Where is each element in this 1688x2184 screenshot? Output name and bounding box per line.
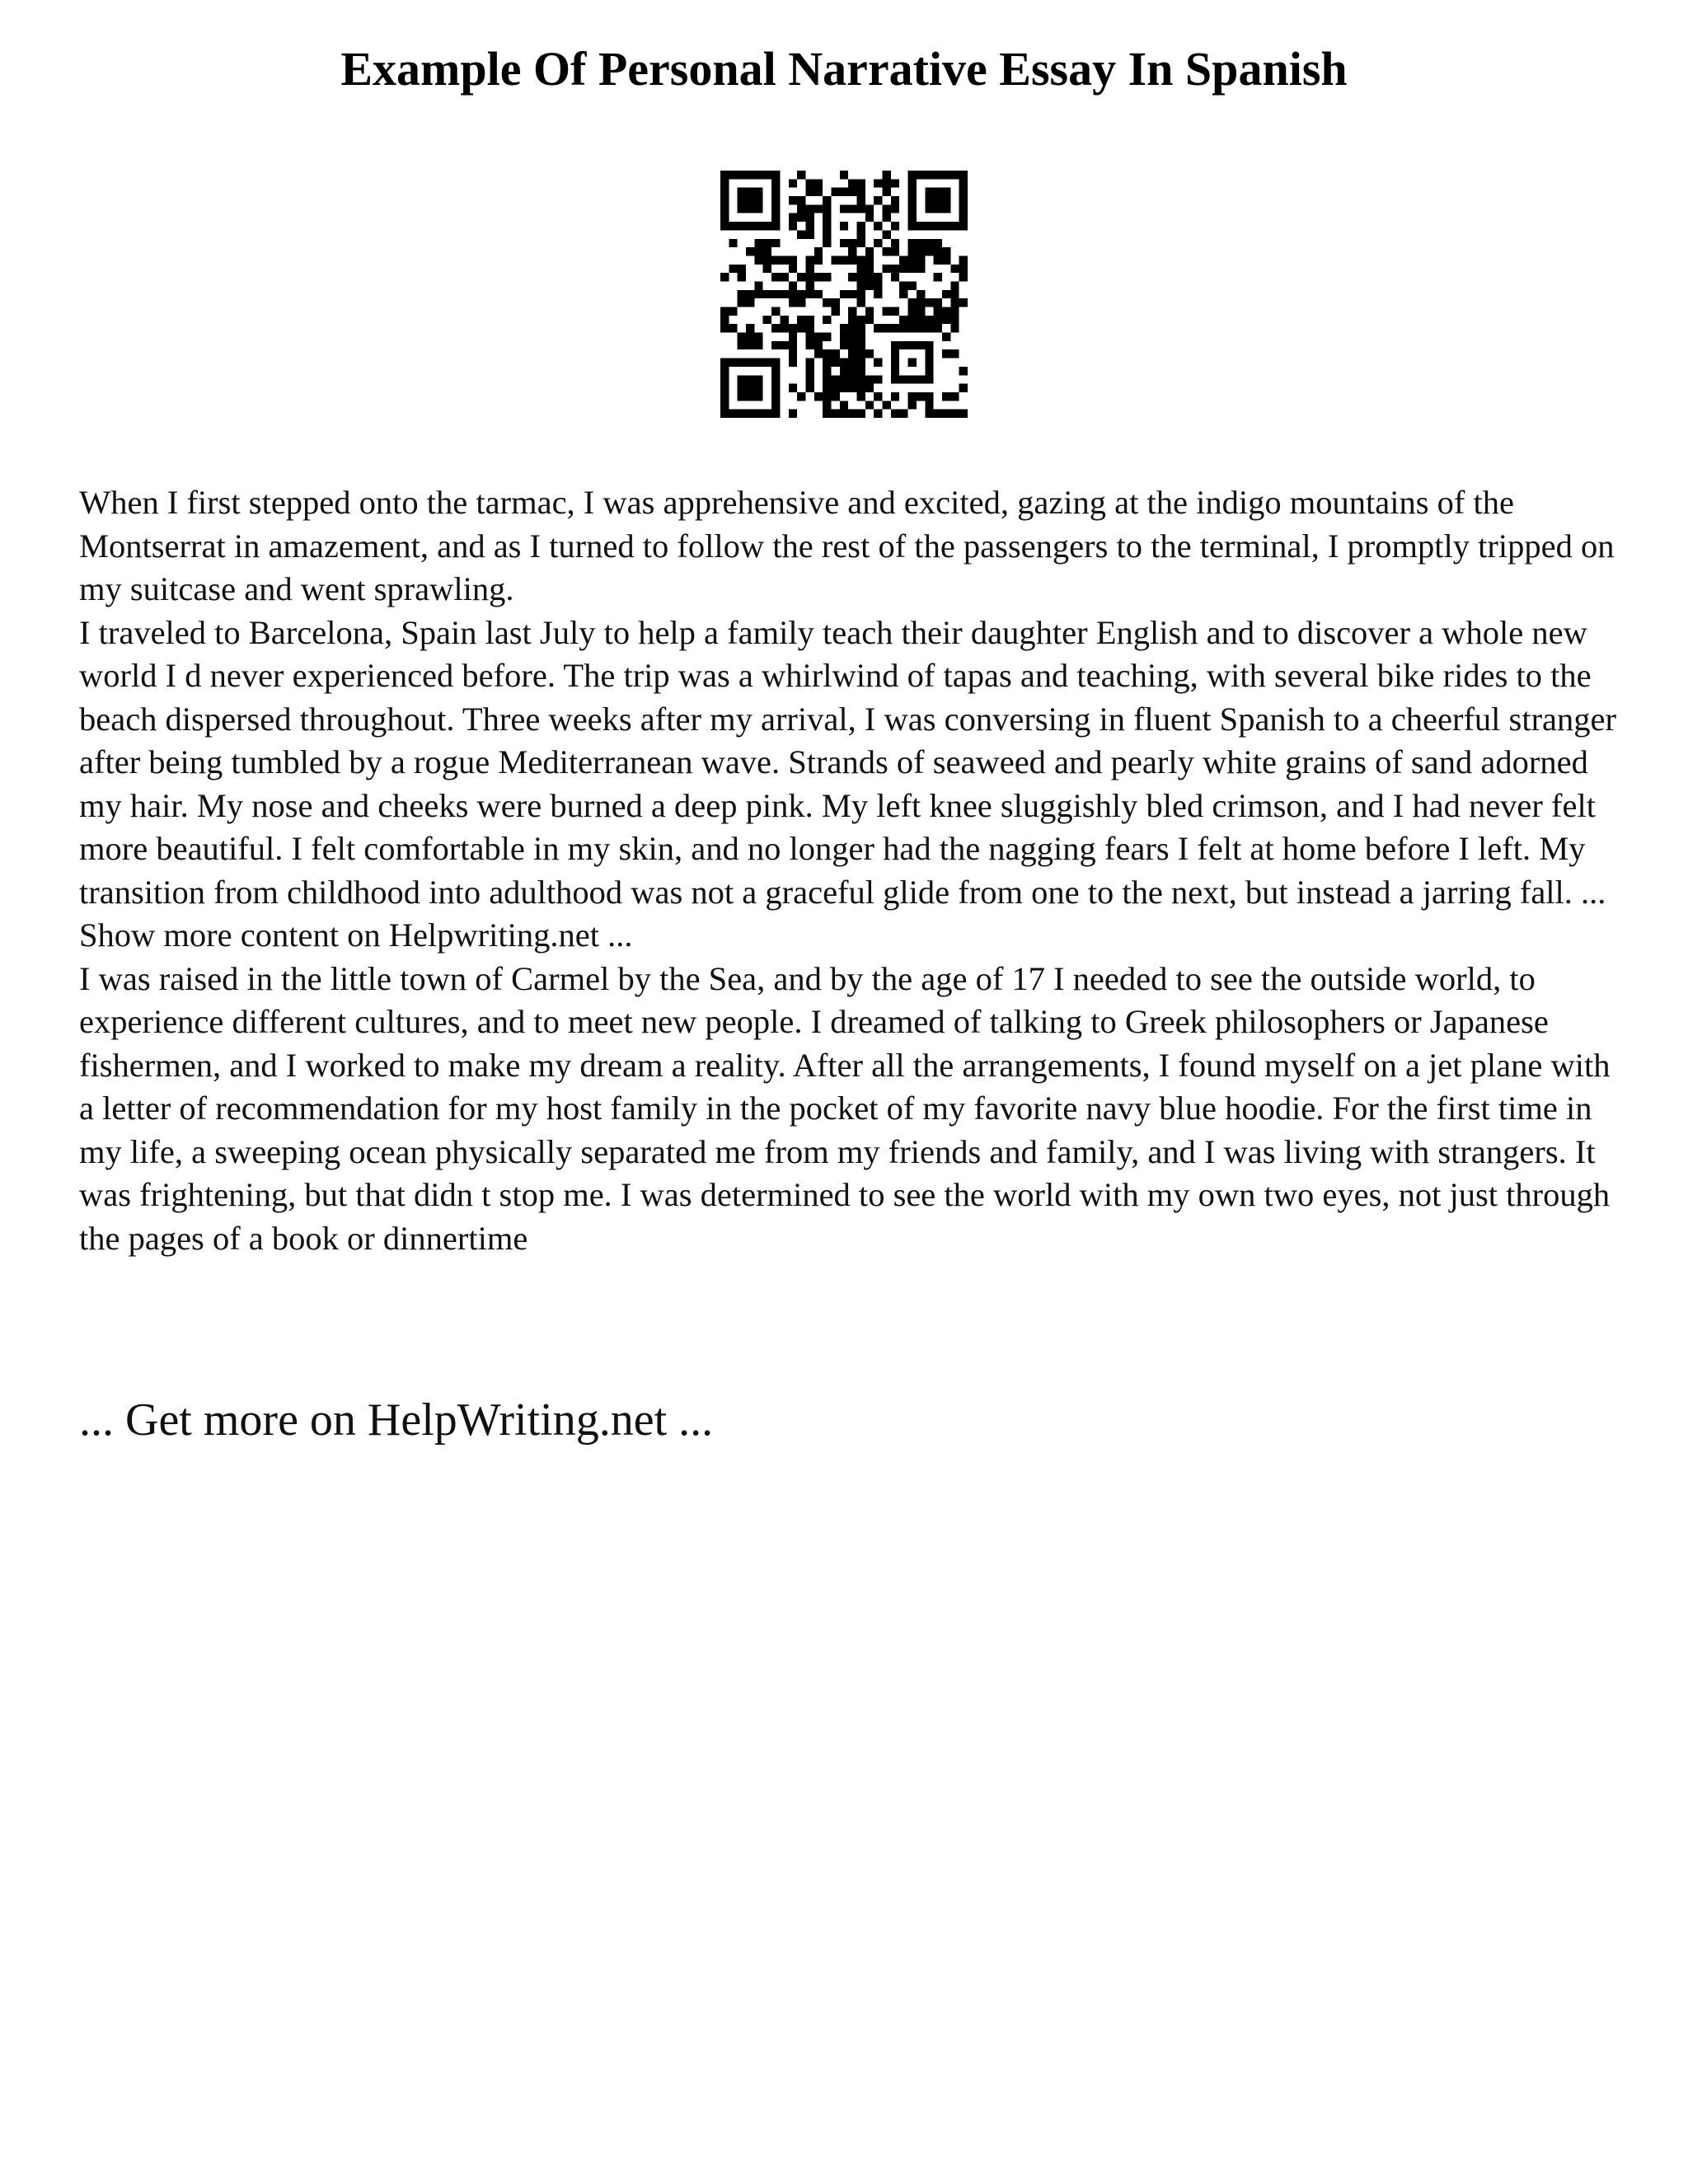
- get-more-link[interactable]: ... Get more on HelpWriting.net ...: [79, 1394, 714, 1446]
- qr-code-icon: [720, 171, 968, 418]
- essay-paragraph-1: When I first stepped onto the tarmac, I was apprehensive and excited, gazing at the indigo mountains of the Montserrat in amazement, and as I turned to follow the rest of the passengers to the terminal, I promptly tripped on my suitcase and went sprawling.: [79, 484, 1615, 607]
- essay-paragraph-2: I traveled to Barcelona, Spain last July to help a family teach their daughter English and to discover a whole new world I d never experienced before. The trip was a whirlwind of tapas and teaching, with several bike rides to the beach dispersed throughout. Three weeks after my arrival, I was conversing in fluent Spanish to a cheerful stranger after being tumbled by a rogue Mediterranean wave. Strands of seaweed and pearly white grains of sand adorned my hair. My nose and cheeks were burned a deep pink. My left knee sluggishly bled crimson, and I had never felt more beautiful. I felt comfortable in my skin, and no longer had the nagging fears I felt at home before I left. My transition from childhood into adulthood was not a graceful glide from one to the next, but instead a jarring fall. ... Show more content on Helpwriting.net ...: [79, 613, 1616, 954]
- essay-body: [79, 481, 1629, 1260]
- document-title: Example Of Personal Narrative Essay In Spanish: [340, 42, 1348, 96]
- essay-paragraph-3: I was raised in the little town of Carmel by the Sea, and by the age of 17 I needed to see the outside world, to experience different cultures, and to meet new people. I dreamed of talking to Greek philosophers or Japanese fishermen, and I worked to make my dream a reality. After all the arrangements, I found myself on a jet plane with a letter of recommendation for my host family in the pocket of my favorite navy blue hoodie. For the first time in my life, a sweeping ocean physically separated me from my friends and family, and I was living with strangers. It was frightening, but that didn t stop me. I was determined to see the world with my own two eyes, not just through the pages of a book or dinnertime: [79, 959, 1611, 1257]
